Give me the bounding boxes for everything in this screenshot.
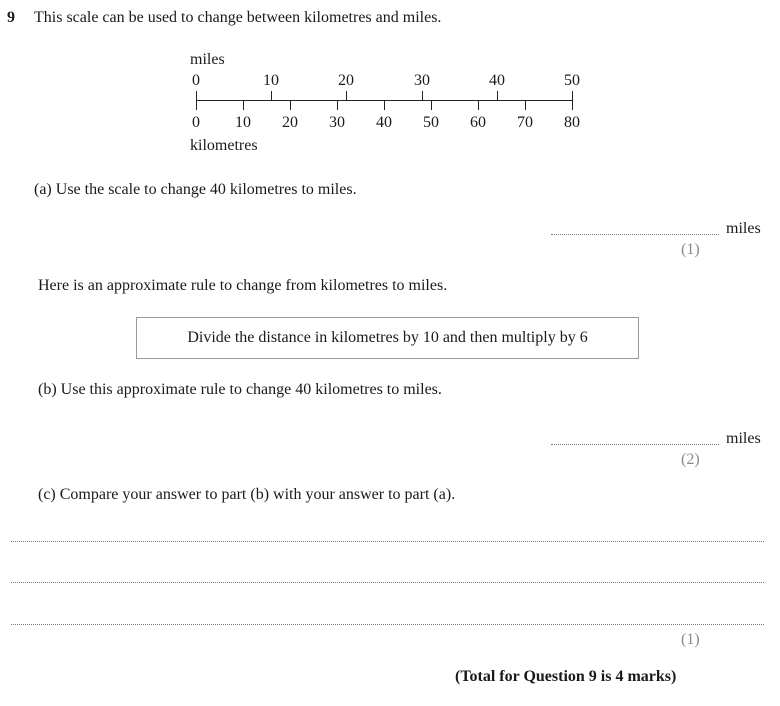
mile-tick-label: 50 <box>564 72 580 89</box>
scale-miles-label: miles <box>190 51 225 68</box>
km-tick-label: 50 <box>423 114 439 131</box>
part-a-answer-line[interactable] <box>551 234 719 235</box>
km-tick-label: 10 <box>235 114 251 131</box>
scale-km-label: kilometres <box>190 137 258 154</box>
question-total: (Total for Question 9 is 4 marks) <box>455 668 677 685</box>
km-tick-label: 0 <box>192 114 200 131</box>
part-c-prompt: (c) Compare your answer to part (b) with your answer to part (a). <box>38 486 456 503</box>
km-tick <box>431 100 432 110</box>
part-c-answer-line-2[interactable] <box>11 582 764 583</box>
mile-tick-label: 0 <box>192 72 200 89</box>
rule-intro: Here is an approximate rule to change from kilometres to miles. <box>38 277 448 294</box>
mile-tick <box>497 91 498 101</box>
km-tick-label: 20 <box>282 114 298 131</box>
km-tick <box>478 100 479 110</box>
mile-tick-label: 40 <box>489 72 505 89</box>
part-b-unit: miles <box>726 430 761 447</box>
km-tick-label: 70 <box>517 114 533 131</box>
km-tick <box>243 100 244 110</box>
question-number: 9 <box>7 9 15 26</box>
part-a-marks: (1) <box>681 241 700 258</box>
km-tick <box>525 100 526 110</box>
mile-tick-label: 10 <box>263 72 279 89</box>
part-b-marks: (2) <box>681 451 700 468</box>
km-tick-label: 80 <box>564 114 580 131</box>
km-tick <box>290 100 291 110</box>
part-a-unit: miles <box>726 220 761 237</box>
km-tick <box>196 100 197 110</box>
part-a-prompt: (a) Use the scale to change 40 kilometres to miles. <box>34 181 357 198</box>
part-b-prompt: (b) Use this approximate rule to change 40 kilometres to miles. <box>38 381 442 398</box>
km-tick-label: 40 <box>376 114 392 131</box>
km-tick <box>384 100 385 110</box>
question-intro: This scale can be used to change between kilometres and miles. <box>34 9 442 26</box>
part-b-answer-line[interactable] <box>551 444 719 445</box>
part-c-answer-line-3[interactable] <box>11 624 764 625</box>
mile-tick-label: 20 <box>338 72 354 89</box>
km-tick <box>337 100 338 110</box>
rule-box <box>136 317 639 359</box>
km-tick-label: 30 <box>329 114 345 131</box>
rule-text: Divide the distance in kilometres by 10 and then multiply by 6 <box>187 329 588 346</box>
km-tick <box>572 100 573 110</box>
km-tick-label: 60 <box>470 114 486 131</box>
mile-tick-label: 30 <box>414 72 430 89</box>
part-c-answer-line-1[interactable] <box>11 541 764 542</box>
mile-tick <box>346 91 347 101</box>
mile-tick <box>422 91 423 101</box>
mile-tick <box>271 91 272 101</box>
part-c-marks: (1) <box>681 631 700 648</box>
